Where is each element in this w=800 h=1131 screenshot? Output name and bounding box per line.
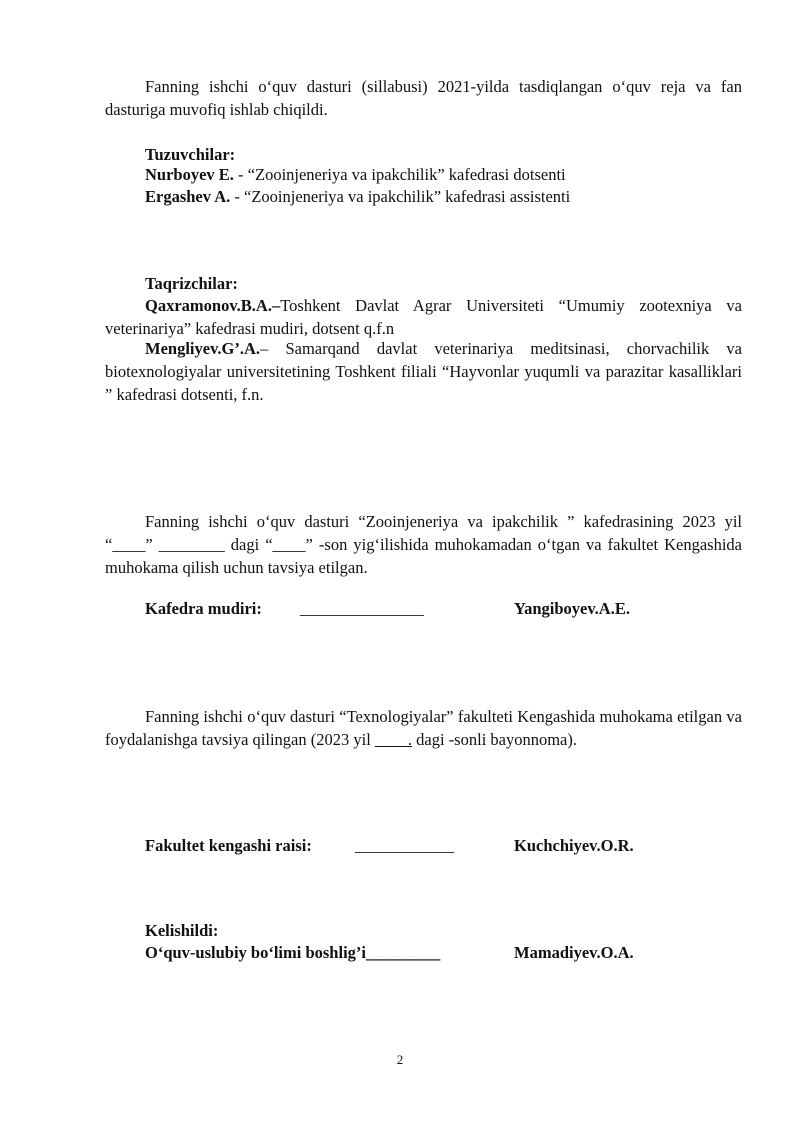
reviewers-heading: Taqrizchilar: xyxy=(145,274,238,293)
page-number: 2 xyxy=(396,1052,404,1067)
compiler-entry: Nurboyev E. - “Zooinjeneriya va ipakchilik” kafedrasi dotsenti xyxy=(145,165,566,184)
approval-name: Mamadiyev.O.A. xyxy=(514,943,634,962)
compilers-heading: Tuzuvchilar: xyxy=(145,145,236,164)
faculty-chair-label: Fakultet kengashi raisi: xyxy=(145,836,312,855)
department-head-signature-line: _______________ xyxy=(300,599,424,618)
compiler-entry: Ergashev A. - “Zooinjeneriya va ipakchilik” kafedrasi assistenti xyxy=(145,187,571,206)
department-head-label: Kafedra mudiri: xyxy=(145,599,262,618)
department-head-name: Yangiboyev.A.E. xyxy=(514,599,630,618)
faculty-discussion-paragraph: Fanning ishchi o‘quv dasturi “Texnologiyalar” fakulteti Kengashida muhokama etilgan va foydalanishga tavsiya qilingan (2023 yil ____. dagi -sonli bayonnoma). xyxy=(105,707,742,749)
department-discussion-paragraph: Fanning ishchi o‘quv dasturi “Zooinjeneriya va ipakchilik ” kafedrasining 2023 yil “____” ________ dagi “____” -son yig‘ilishida muhokamadan o‘tgan va fakultet Kengashida muhokama qilish uchun tavsiya etilgan. xyxy=(105,512,742,577)
faculty-chair-signature-line: ____________ xyxy=(355,836,454,855)
approval-heading: Kelishildi: xyxy=(145,921,219,940)
reviewer-entry: Mengliyev.G’.A.– Samarqand davlat veterinariya meditsinasi, chorvachilik va biotexnologiyalar universitetining Toshkent filiali “Hayvonlar yuqumli va parazitar kasalliklari ” kafedrasi dotsenti, f.n. xyxy=(105,339,742,404)
reviewer-entry: Qaxramonov.B.A.–Toshkent Davlat Agrar Universiteti “Umumiy zootexniya va veterinariya” kafedrasi mudiri, dotsent q.f.n xyxy=(105,296,742,338)
intro-paragraph: Fanning ishchi o‘quv dasturi (sillabusi) 2021-yilda tasdiqlangan o‘quv reja va fan dasturiga muvofiq ishlab chiqildi. xyxy=(105,77,742,119)
faculty-chair-name: Kuchchiyev.O.R. xyxy=(514,836,634,855)
approval-label: O‘quv-uslubiy bo‘limi boshlig’i_________ xyxy=(145,943,441,962)
